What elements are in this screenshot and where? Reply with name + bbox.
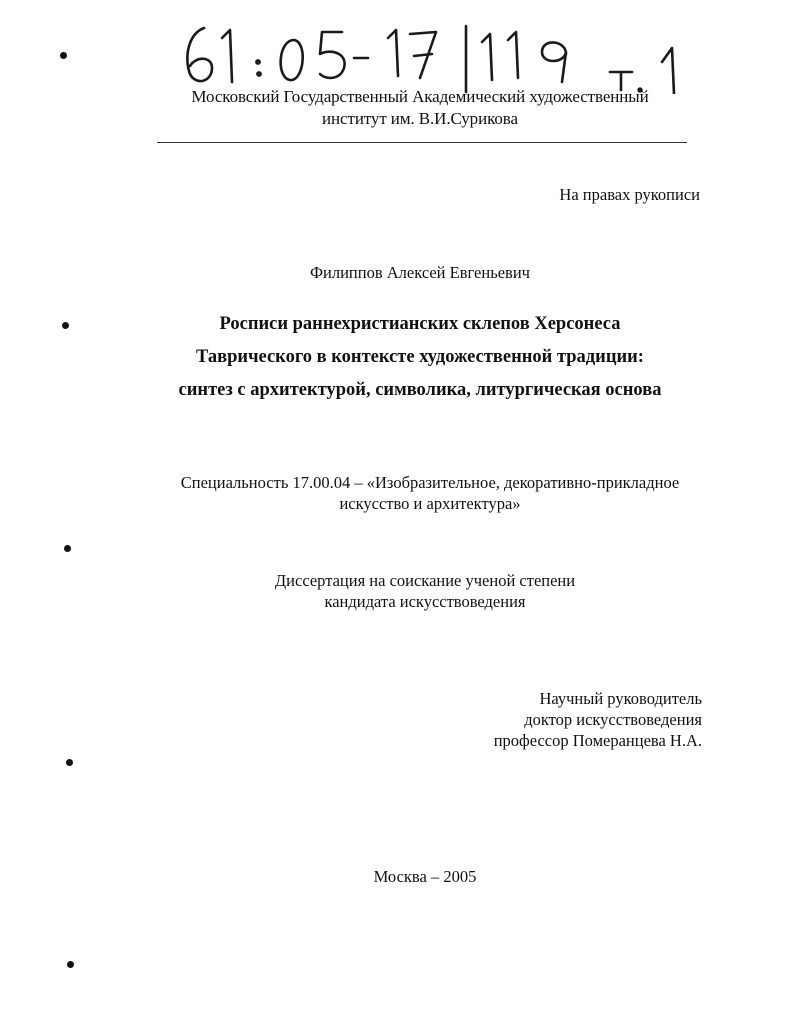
specialty-line-2: искусство и архитектура» <box>339 494 521 513</box>
institute-line-1: Московский Государственный Академический художественный <box>191 87 649 106</box>
punch-mark <box>66 759 73 766</box>
degree-line-1: Диссертация на соискание ученой степени <box>274 571 576 590</box>
handwriting-strokes <box>170 18 730 94</box>
specialty-line-1: Специальность 17.00.04 – «Изобразительное, декоративно-прикладное <box>180 473 680 492</box>
institute-name <box>140 86 700 130</box>
header-divider <box>157 142 687 143</box>
punch-mark <box>60 52 67 59</box>
punch-mark <box>67 961 74 968</box>
degree-line-2: кандидата искусствоведения <box>324 592 526 611</box>
handwritten-catalog-number <box>170 18 730 94</box>
rights-note: На правах рукописи <box>559 185 700 204</box>
title-line-1: Росписи раннехристианских склепов Херсонеса <box>219 314 621 334</box>
title-line-3: синтез с архитектурой, символика, литургическая основа <box>178 380 662 400</box>
title-line-2: Таврического в контексте художественной традиции: <box>196 347 644 367</box>
supervisor-line-3: профессор Померанцева Н.А. <box>493 731 702 750</box>
dissertation-title <box>100 308 740 407</box>
supervisor-line-2: доктор искусствоведения <box>524 710 702 729</box>
punch-mark <box>64 545 71 552</box>
specialty <box>130 472 730 514</box>
author-name: Филиппов Алексей Евгеньевич <box>310 263 530 282</box>
city-year: Москва – 2005 <box>373 867 477 886</box>
institute-line-2: институт им. В.И.Сурикова <box>322 109 518 128</box>
degree-statement <box>180 570 670 612</box>
supervisor-line-1: Научный руководитель <box>539 689 702 708</box>
punch-mark <box>62 322 69 329</box>
supervisor-block <box>380 688 702 751</box>
